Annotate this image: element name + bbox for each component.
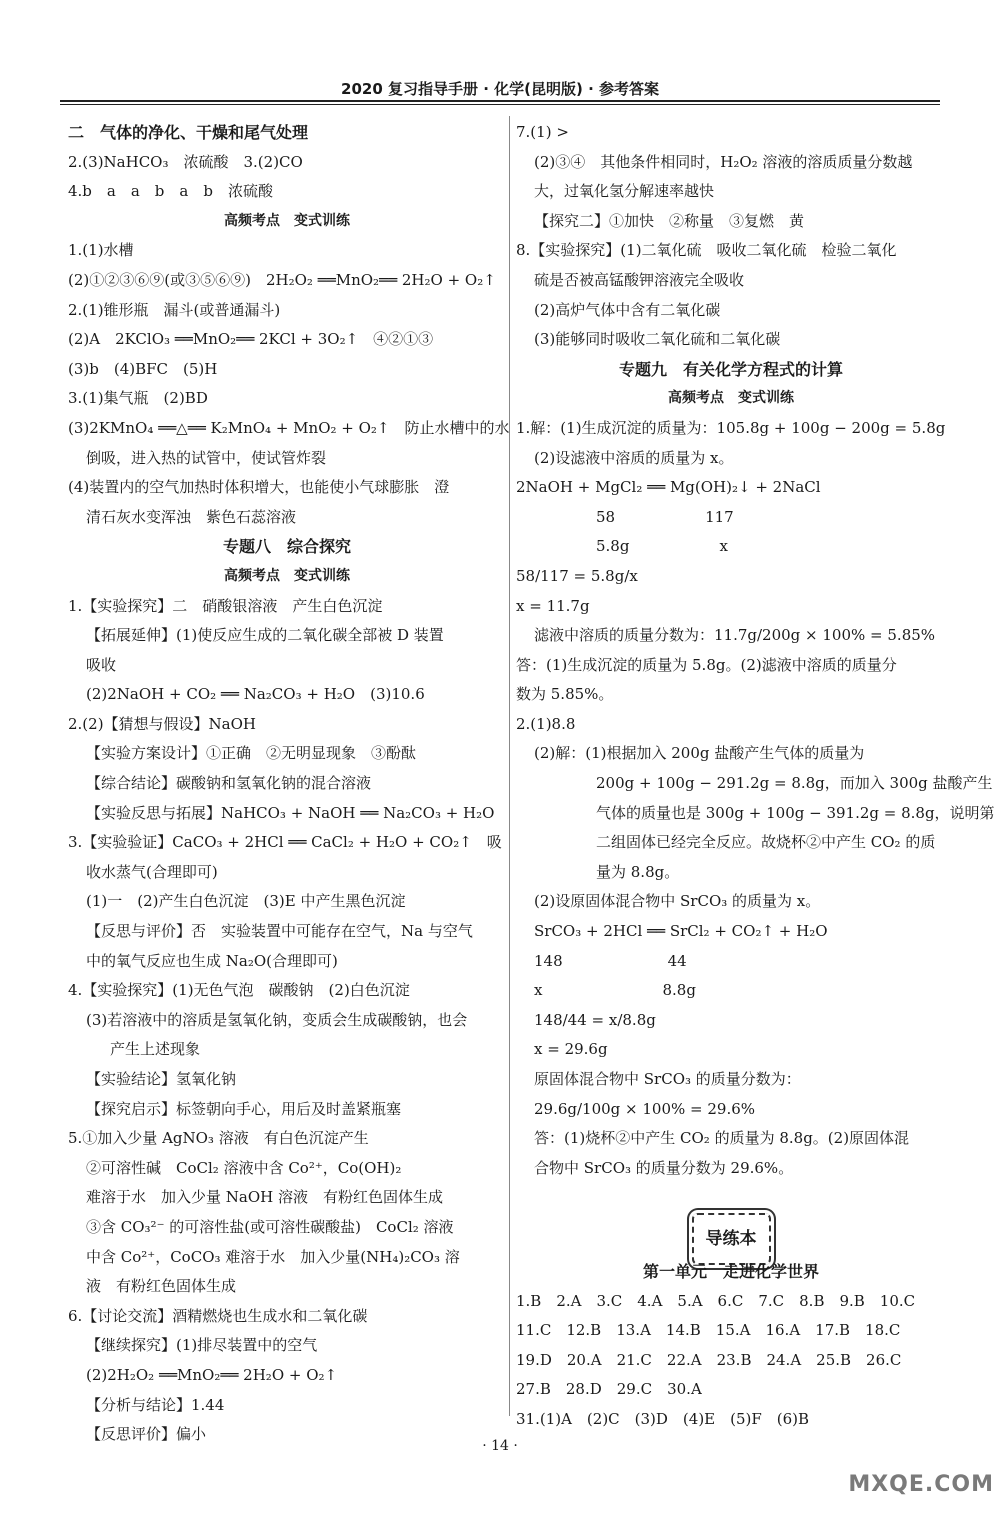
answer-line: x = 29.6g	[534, 1040, 608, 1059]
page-number: · 14 ·	[482, 1438, 518, 1454]
answer-line: 中的氧气反应也生成 Na₂O(合理即可)	[86, 951, 338, 970]
answer-line: 中含 Co²⁺，CoCO₃ 难溶于水 加入少量(NH₄)₂CO₃ 溶	[86, 1247, 460, 1266]
answer-line: 148 44	[534, 951, 687, 970]
answer-line: 5.①加入少量 AgNO₃ 溶液 有白色沉淀产生	[68, 1129, 369, 1148]
answer-line: 6.【讨论交流】酒精燃烧也生成水和二氧化碳	[68, 1306, 368, 1325]
answer-line: (2)A 2KClO₃ ══MnO₂══ 2KCl + 3O₂↑ ④②①③	[68, 330, 434, 349]
answer-line: 3.【实验验证】CaCO₃ + 2HCl ══ CaCl₂ + H₂O + CO₂↑ 吸	[68, 833, 502, 852]
answer-line: 【拓展延伸】(1)使反应生成的二氧化碳全部被 D 装置	[86, 626, 444, 645]
answer-line: 二组固体已经完全反应。故烧杯②中产生 CO₂ 的质	[596, 833, 936, 852]
answer-line: 专题八 综合探究	[222, 537, 351, 557]
answer-line: 滤液中溶质的质量分数为：11.7g/200g × 100% = 5.85%	[534, 626, 936, 645]
answer-line: 8.【实验探究】(1)二氧化硫 吸收二氧化硫 检验二氧化	[516, 241, 897, 260]
section-badge: 导练本	[692, 1213, 771, 1265]
answer-line: (2)2H₂O₂ ══MnO₂══ 2H₂O + O₂↑	[86, 1365, 338, 1384]
answer-line: (2)③④ 其他条件相同时，H₂O₂ 溶液的溶质质量分数越	[534, 152, 913, 171]
answer-line: 58 117	[596, 507, 734, 526]
answer-line: 3.(1)集气瓶 (2)BD	[68, 389, 208, 408]
answer-line: (2)解：(1)根据加入 200g 盐酸产生气体的质量为	[534, 744, 865, 763]
answer-line: 31.(1)A (2)C (3)D (4)E (5)F (6)B	[516, 1409, 810, 1428]
answer-line: ③含 CO₃²⁻ 的可溶性盐(或可溶性碳酸盐) CoCl₂ 溶液	[86, 1217, 454, 1236]
answer-line: 200g + 100g − 291.2g = 8.8g，而加入 300g 盐酸产生	[596, 774, 993, 793]
answer-line: 大，过氧化氢分解速率越快	[534, 182, 715, 201]
right-column	[516, 118, 995, 1435]
answer-line: (4)装置内的空气加热时体积增大，也能使小气球膨胀 澄	[68, 478, 450, 497]
answer-line: 【继续探究】(1)排尽装置中的空气	[86, 1336, 318, 1355]
answer-line: 1.解：(1)生成沉淀的质量为：105.8g + 100g − 200g = 5.8g	[516, 418, 946, 437]
answer-line: (3)能够同时吸收二氧化硫和二氧化碳	[534, 330, 781, 349]
answer-line: (2)设滤液中溶质的质量为 x。	[534, 448, 734, 467]
answer-line: x 8.8g	[534, 981, 696, 1000]
answer-line: 【反思评价】偏小	[86, 1425, 207, 1444]
answer-line: 58/117 = 5.8g/x	[516, 566, 638, 585]
answer-line: 吸收	[86, 655, 117, 674]
answer-line: 产生上述现象	[110, 1040, 201, 1059]
answer-line: 7.(1) >	[516, 123, 569, 141]
answer-line: 【综合结论】碳酸钠和氢氧化钠的混合溶液	[86, 774, 372, 793]
answer-line	[516, 1213, 946, 1257]
answer-line	[516, 1183, 946, 1213]
answer-line: SrCO₃ + 2HCl ══ SrCl₂ + CO₂↑ + H₂O	[534, 922, 828, 941]
answer-line: (2)①②③⑥⑨(或③⑤⑥⑨) 2H₂O₂ ══MnO₂══ 2H₂O + O₂↑	[68, 270, 496, 289]
answer-line: 【分析与结论】1.44	[86, 1395, 225, 1414]
answer-line: 专题九 有关化学方程式的计算	[618, 359, 843, 379]
answer-line: ②可溶性碱 CoCl₂ 溶液中含 Co²⁺，Co(OH)₂	[86, 1158, 402, 1177]
left-column	[68, 118, 510, 1450]
answer-line: 2.(1)8.8	[516, 714, 576, 733]
answer-line: 148/44 = x/8.8g	[534, 1010, 656, 1029]
answer-line: 1.【实验探究】二 硝酸银溶液 产生白色沉淀	[68, 596, 383, 615]
answer-line: 答：(1)烧杯②中产生 CO₂ 的质量为 8.8g。(2)原固体混	[534, 1129, 910, 1148]
answer-line: 【反思与评价】否 实验装置中可能存在空气，Na 与空气	[86, 922, 473, 941]
answer-line: 4.b a a b a b 浓硫酸	[68, 182, 273, 201]
answer-line: 29.6g/100g × 100% = 29.6%	[534, 1099, 756, 1118]
answer-line: 1.(1)水槽	[68, 241, 134, 260]
answer-line: (3)若溶液中的溶质是氢氧化钠，变质会生成碳酸钠，也会	[86, 1010, 468, 1029]
answer-line: 4.【实验探究】(1)无色气泡 碳酸钠 (2)白色沉淀	[68, 981, 410, 1000]
answer-line: (2)2NaOH + CO₂ ══ Na₂CO₃ + H₂O (3)10.6	[86, 685, 425, 704]
answer-line: 【探究启示】标签朝向手心，用后及时盖紧瓶塞	[86, 1099, 402, 1118]
answer-line: (2)设原固体混合物中 SrCO₃ 的质量为 x。	[534, 892, 821, 911]
answer-line: 高频考点 变式训练	[224, 567, 350, 584]
answer-line: 合物中 SrCO₃ 的质量分数为 29.6%。	[534, 1158, 794, 1177]
answer-line: 11.C 12.B 13.A 14.B 15.A 16.A 17.B 18.C	[516, 1321, 901, 1340]
answer-line: x = 11.7g	[516, 596, 590, 615]
answer-line: 2.(1)锥形瓶 漏斗(或普通漏斗)	[68, 300, 281, 319]
answer-line: 原固体混合物中 SrCO₃ 的质量分数为：	[534, 1070, 801, 1088]
header-rule-thin	[60, 104, 940, 105]
answer-line: 难溶于水 加入少量 NaOH 溶液 有粉红色固体生成	[86, 1188, 443, 1207]
page-header-title: 2020 复习指导手册 · 化学(昆明版) · 参考答案	[341, 80, 659, 98]
column-divider	[509, 116, 510, 1416]
answer-line: 2.(3)NaHCO₃ 浓硫酸 3.(2)CO	[68, 152, 303, 171]
answer-line: 5.8g x	[596, 537, 728, 556]
answer-line: 硫是否被高锰酸钾溶液完全吸收	[534, 270, 745, 289]
answer-line: 收水蒸气(合理即可)	[86, 862, 218, 881]
answer-line: 【探究二】①加快 ②称量 ③复燃 黄	[534, 211, 805, 230]
answer-line: 二 气体的净化、干燥和尾气处理	[68, 123, 309, 142]
answer-line: 2NaOH + MgCl₂ ══ Mg(OH)₂↓ + 2NaCl	[516, 478, 821, 497]
answer-line: 1.B 2.A 3.C 4.A 5.A 6.C 7.C 8.B 9.B 10.C	[516, 1291, 916, 1310]
answer-line: 倒吸，进入热的试管中，使试管炸裂	[86, 448, 327, 467]
answer-line: 第一单元 走进化学世界	[642, 1261, 819, 1281]
header-rule-thick	[60, 100, 940, 102]
answer-line: 27.B 28.D 29.C 30.A	[516, 1380, 702, 1399]
answer-line: 【实验结论】氢氧化钠	[86, 1070, 237, 1088]
answer-line: 数为 5.85%。	[516, 685, 614, 704]
answer-line: 19.D 20.A 21.C 22.A 23.B 24.A 25.B 26.C	[516, 1350, 902, 1369]
watermark-logo: MXQE.COM	[848, 1472, 994, 1497]
answer-line: (1)一 (2)产生白色沉淀 (3)E 中产生黑色沉淀	[86, 892, 406, 911]
answer-line: 量为 8.8g。	[596, 862, 680, 881]
answer-line: (3)2KMnO₄ ══△══ K₂MnO₄ + MnO₂ + O₂↑ 防止水槽中的水	[68, 418, 510, 437]
answer-line: 2.(2)【猜想与假设】NaOH	[68, 714, 257, 733]
answer-line: 【实验反思与拓展】NaHCO₃ + NaOH ══ Na₂CO₃ + H₂O	[86, 803, 495, 822]
answer-line: 气体的质量也是 300g + 100g − 391.2g = 8.8g，说明第	[596, 803, 995, 822]
answer-line: 清石灰水变浑浊 紫色石蕊溶液	[86, 507, 297, 526]
answer-line: 高频考点 变式训练	[224, 212, 350, 229]
answer-line: 高频考点 变式训练	[668, 390, 794, 407]
answer-line: (3)b (4)BFC (5)H	[68, 359, 218, 378]
answer-line: 答：(1)生成沉淀的质量为 5.8g。(2)滤液中溶质的质量分	[516, 655, 897, 674]
answer-line: 液 有粉红色固体生成	[86, 1277, 237, 1296]
answer-line: 【实验方案设计】①正确 ②无明显现象 ③酚酞	[86, 744, 417, 763]
answer-line: (2)高炉气体中含有二氧化碳	[534, 300, 721, 319]
